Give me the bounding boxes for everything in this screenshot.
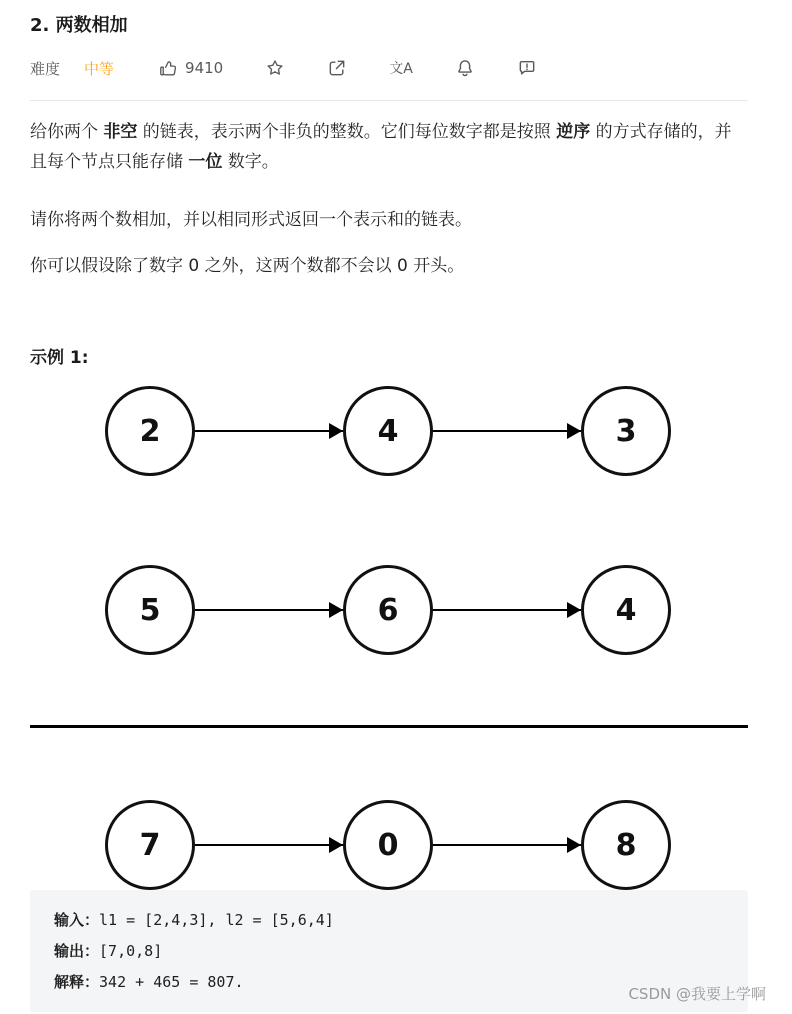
favorite-star-icon[interactable]: [265, 58, 285, 78]
difficulty-badge[interactable]: 中等: [84, 59, 115, 78]
linked-list-result: [105, 800, 748, 890]
share-icon[interactable]: [327, 58, 347, 78]
arrow-right-icon: [195, 609, 343, 611]
list-node: 6: [343, 565, 433, 655]
arrow-right-icon: [433, 430, 581, 432]
thumbs-up-icon: [158, 59, 177, 78]
feedback-icon[interactable]: [517, 58, 537, 78]
output-label: 输出：: [54, 942, 100, 960]
list-node: 5: [105, 565, 195, 655]
linked-list-l2: [105, 565, 748, 655]
list-node: 4: [581, 565, 671, 655]
meta-toolbar: [30, 56, 748, 80]
description-paragraph-1: 给你两个 非空 的链表，表示两个非负的整数。它们每位数字都是按照 逆序 的方式存储的，并且每个节点只能存储 一位 数字。: [30, 122, 732, 172]
example-output-line: [54, 936, 728, 967]
list-node: 8: [581, 800, 671, 890]
linked-list-l1: [105, 386, 748, 476]
difficulty-label: 难度: [30, 59, 61, 78]
sum-divider: [30, 725, 748, 728]
watermark: CSDN @我要上学啊: [628, 985, 766, 1003]
page-title: 2. 两数相加: [30, 15, 128, 36]
header-divider: [30, 100, 748, 101]
explanation-label: 解释：: [54, 973, 100, 991]
explanation-value: 342 + 465 = 807.: [99, 973, 244, 991]
list-node: 0: [343, 800, 433, 890]
notification-bell-icon[interactable]: [455, 58, 475, 78]
arrow-right-icon: [433, 844, 581, 846]
output-value: [7,0,8]: [99, 942, 163, 960]
arrow-right-icon: [195, 430, 343, 432]
input-value: l1 = [2,4,3], l2 = [5,6,4]: [99, 911, 334, 929]
description-paragraph-2: 请你将两个数相加，并以相同形式返回一个表示和的链表。: [30, 210, 472, 230]
like-count: 9410: [185, 59, 224, 77]
list-node: 7: [105, 800, 195, 890]
arrow-right-icon: [195, 844, 343, 846]
example-explanation-line: [54, 967, 728, 998]
arrow-right-icon: [433, 609, 581, 611]
list-node: 3: [581, 386, 671, 476]
like-button[interactable]: [158, 59, 223, 78]
input-label: 输入：: [54, 911, 100, 929]
translate-icon[interactable]: 文A: [389, 61, 413, 77]
list-node: 2: [105, 386, 195, 476]
list-node: 4: [343, 386, 433, 476]
problem-description: [30, 117, 748, 281]
example-heading: 示例 1:: [30, 348, 89, 368]
example-input-line: [54, 905, 728, 936]
description-paragraph-3: 你可以假设除了数字 0 之外，这两个数都不会以 0 开头。: [30, 256, 465, 276]
